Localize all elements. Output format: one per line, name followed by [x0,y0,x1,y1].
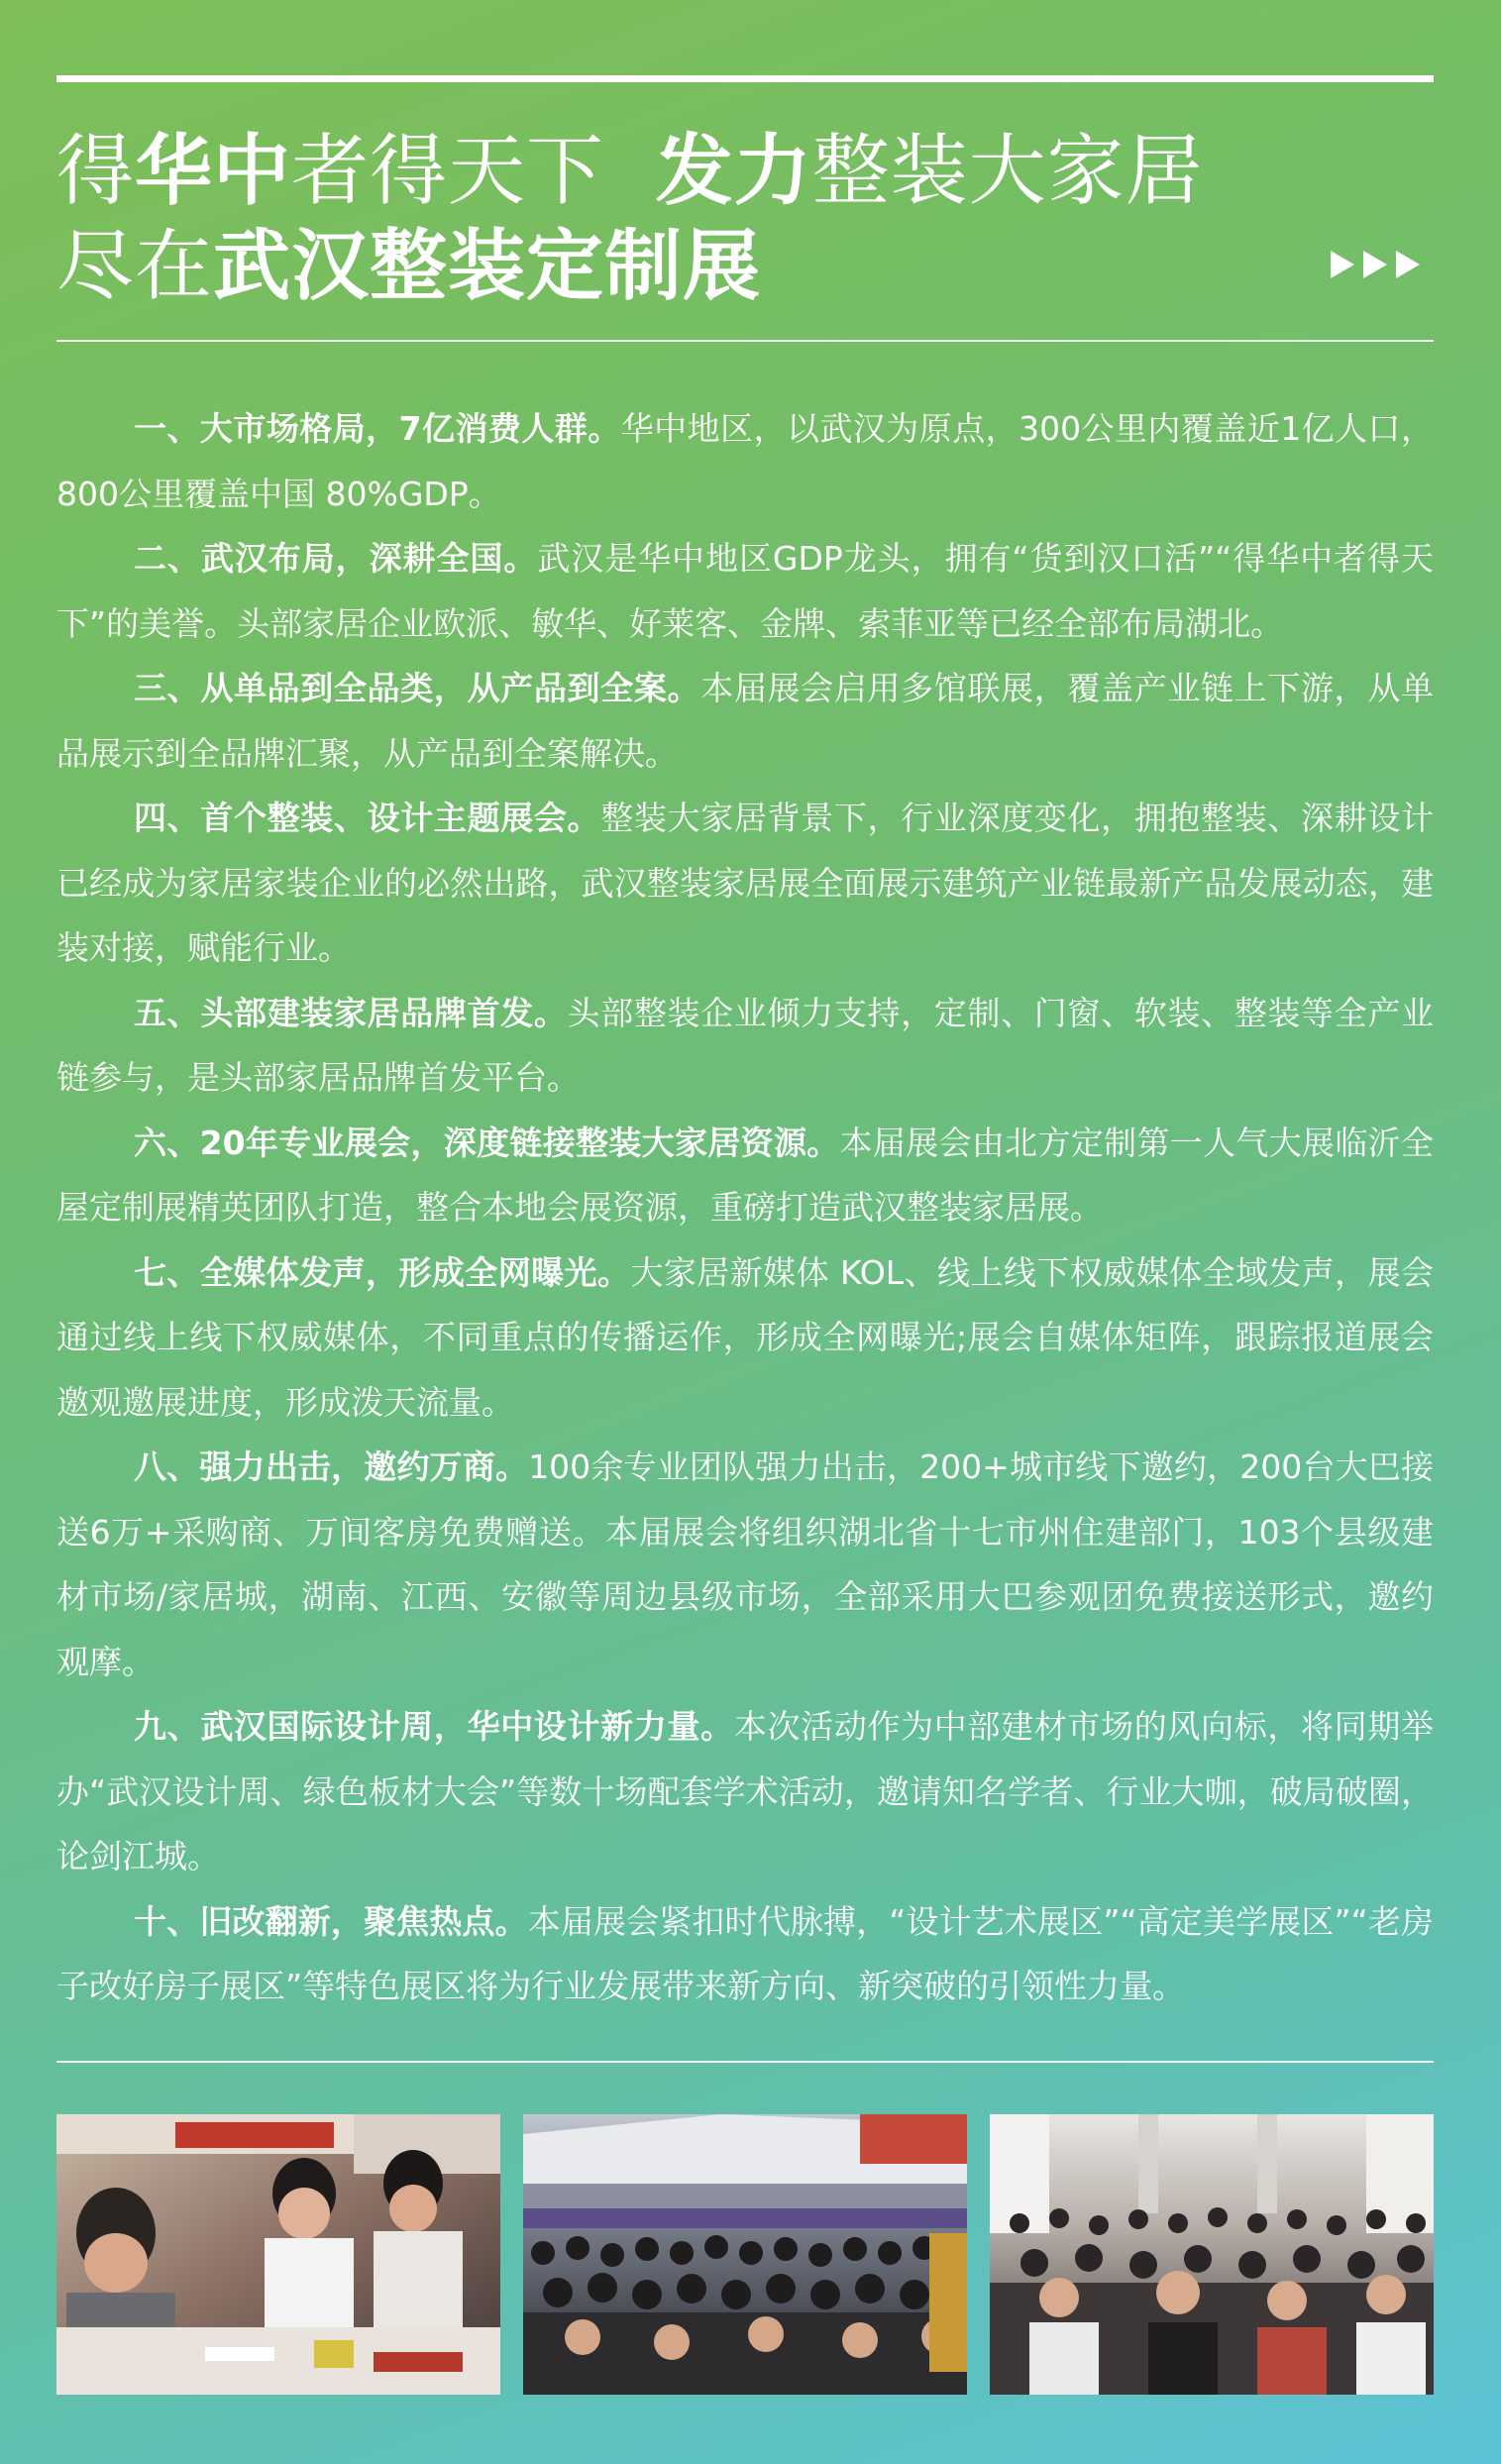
feature-paragraph [56,656,1434,786]
feature-lead: 一、大市场格局，7亿消费人群。 [134,409,621,448]
feature-text: 大家居新媒体 KOL、线上线下权威媒体全域发声，展会通过线上线下权威媒体，不同重点的传播运作，形成全网曝光;展会自媒体矩阵，跟踪报道展会邀观邀展进度，形成泼天流量。 [56,1252,1435,1422]
feature-lead: 三、从单品到全品类，从产品到全案。 [134,669,701,707]
feature-lead: 六、20年专业展会，深度链接整装大家居资源。 [134,1123,840,1162]
play-arrow-icon [1363,251,1387,278]
feature-paragraph [56,1435,1434,1694]
headline [56,124,1344,314]
feature-lead: 十、旧改翻新，聚焦热点。 [134,1901,528,1941]
feature-lead: 八、强力出击，邀约万商。 [134,1447,529,1486]
photo-strip [56,2114,1434,2395]
headline-line-2 [56,219,1344,314]
photo-crowd-hall [990,2114,1434,2395]
feature-text: 本次活动作为中部建材市场的风向标，将同期举办“武汉设计周、绿色板材大会”等数十场配套学术活动，邀请知名学者、行业大咖，破局破圈，论剑江城。 [56,1707,1435,1875]
feature-text: 头部整装企业倾力支持，定制、门窗、软装、整装等全产业链参与，是头部家居品牌首发平台。 [56,993,1435,1097]
headline-segment: 得 [56,127,136,216]
play-arrow-icon [1331,251,1354,278]
feature-lead: 七、全媒体发声，形成全网曝光。 [134,1252,631,1292]
feature-text: 本届展会紧扣时代脉搏，“设计艺术展区”“高定美学展区”“老房子改好房子展区”等特色展区将为行业发展带来新方向、新突破的引领性力量。 [56,1901,1435,2005]
feature-text: 本届展会由北方定制第一人气大展临沂全屋定制展精英团队打造，整合本地会展资源，重磅打造武汉整装家居展。 [56,1123,1434,1227]
feature-lead: 五、头部建装家居品牌首发。 [134,993,568,1032]
feature-text: 100余专业团队强力出击，200+城市线下邀约，200台大巴接送6万+采购商、万间客房免费赠送。本届展会将组织湖北省十七市州住建部门，103个县级建材市场/家居城，湖南、江西、安徽等周边县级市场，全部采用大巴参观团免费接送形式，邀约观摩。 [56,1447,1434,1681]
play-arrow-icon [1396,251,1420,278]
feature-paragraph [56,1889,1434,2019]
photo-crowd-entrance [523,2114,967,2395]
feature-list [56,396,1434,2019]
top-divider [56,75,1434,82]
feature-paragraph [56,1111,1434,1240]
feature-text: 武汉是华中地区GDP龙头，拥有“货到汉口活”“得华中者得天下”的美誉。头部家居企业欧派、敏华、好莱客、金牌、索菲亚等已经全部布局湖北。 [56,539,1435,643]
headline-line-1 [56,124,1344,219]
headline-segment: 整装大家居 [811,127,1204,216]
feature-paragraph [56,396,1434,526]
feature-lead: 四、首个整装、设计主题展会。 [134,799,601,837]
headline-divider [56,340,1434,342]
headline-segment: 尽在 [56,222,214,311]
feature-paragraph [56,526,1434,656]
headline-segment: 武汉整装定制展 [213,222,762,311]
feature-text: 华中地区，以武汉为原点，300公里内覆盖近1亿人口，800公里覆盖中国 80%GDP。 [56,409,1435,513]
headline-segment: 者得天下 [291,127,656,216]
headline-segment: 发力 [655,127,812,216]
feature-paragraph [56,1240,1434,1436]
photo-registration-desk [56,2114,500,2395]
headline-segment: 华中 [135,127,292,216]
feature-text: 本届展会启用多馆联展，覆盖产业链上下游，从单品展示到全品牌汇聚，从产品到全案解决。 [56,669,1435,773]
feature-text: 整装大家居背景下，行业深度变化，拥抱整装、深耕设计已经成为家居家装企业的必然出路，武汉整装家居展全面展示建筑产业链最新产品发展动态，建装对接，赋能行业。 [56,799,1435,967]
triple-play-arrow-icon [1331,251,1440,280]
feature-lead: 九、武汉国际设计周，华中设计新力量。 [134,1707,734,1746]
feature-lead: 二、武汉布局，深耕全国。 [134,539,538,578]
photos-divider [56,2061,1434,2063]
feature-paragraph [56,981,1434,1111]
feature-paragraph [56,786,1434,981]
feature-paragraph [56,1694,1434,1889]
